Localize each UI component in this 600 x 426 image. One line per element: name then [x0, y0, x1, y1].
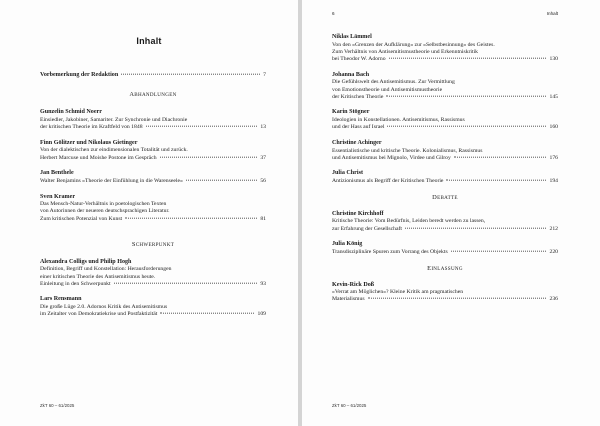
toc-column-right — [332, 34, 558, 312]
preface-title: Vorbemerkung der Redaktion — [40, 72, 119, 78]
toc-entry — [332, 109, 558, 131]
leader-dots — [114, 282, 258, 283]
entry-last-line: Einleitung in den Schwerpunkt 93 — [40, 280, 266, 287]
toc-entry — [332, 241, 558, 256]
leader-dots — [446, 180, 546, 181]
section-heading-debatte: DEBATTE — [432, 193, 458, 201]
entry-last-line: der Kritischen Theorie 145 — [332, 93, 558, 100]
entry-page: 194 — [549, 178, 558, 184]
toc-column-left — [40, 72, 266, 327]
toc-entry — [332, 170, 558, 185]
entry-last-line: Antizionismus als Begriff der Kritischen Theorie 194 — [332, 178, 558, 184]
entry-author: Finn Gölitzer und Nikolaus Gietinger — [40, 139, 138, 146]
page-title: Inhalt — [136, 36, 162, 46]
toc-preface — [40, 72, 266, 79]
entry-last-line: Transdisziplinäre Spuren zum Vorrang des Objekts 220 — [332, 248, 558, 255]
section-heading-schwerpunkt: SCHWERPUNKT — [131, 240, 175, 248]
leader-dots — [125, 217, 257, 218]
leader-dots — [389, 58, 547, 59]
section-heading-einlassung: EINLASSUNG — [427, 264, 463, 272]
entry-title-line: Die große Lüge 2.0. Adornos Kritik des Antisemitismus — [40, 304, 168, 310]
entry-page: 145 — [549, 93, 558, 100]
leader-dots — [451, 250, 547, 251]
entry-title-line: »Verrat am Möglichen«? Kleine Kritik am pragmatischen — [332, 289, 464, 296]
preface-page: 7 — [263, 72, 266, 78]
entry-author: Niklas Lämmel — [332, 34, 372, 40]
entry-author: Gunzelin Schmid Noerr — [40, 109, 102, 116]
entry-page: 56 — [260, 177, 266, 184]
leader-dots — [121, 74, 260, 75]
toc-entry — [40, 259, 266, 288]
toc-entry — [332, 140, 558, 162]
toc-entry — [332, 282, 558, 304]
entry-last-line: Materialismus 236 — [332, 296, 558, 303]
leader-dots — [146, 126, 258, 127]
entry-author: Julia König — [332, 241, 363, 248]
entry-last-line: und der Hass auf Israel 160 — [332, 124, 558, 131]
toc-entry — [332, 211, 558, 233]
entry-title-line: Das Mensch-Natur-Verhältnis in poetologischen Texten — [40, 201, 167, 208]
leader-dots — [387, 126, 546, 127]
entry-title-line: Von den »Grenzen der Aufklärung« zur »Selbstbesinnung« des Geistes. — [332, 41, 495, 48]
entry-page: 37 — [260, 154, 266, 161]
right-page — [302, 0, 600, 426]
entry-title-line: von Autorinnen der neueren deutschsprachigen Literatur. — [40, 208, 170, 215]
leader-dots — [405, 227, 547, 228]
entry-last-line: der kritischen Theorie im Kraftfeld von 1848 13 — [40, 124, 266, 130]
entry-title-line: Die Gefühlswelt des Antisemitismus. Zur Vermittlung — [332, 79, 455, 86]
page-footer: ZkT 60 – 61/2025 — [40, 403, 75, 408]
entry-last-line: Walter Benjamins »Theorie der Einfühlung in die Warenseele« 56 — [40, 177, 266, 184]
entry-title-line: Kritische Theorie: Vom Bedürfnis, Leiden beredt werden zu lassen, — [332, 218, 486, 225]
toc-entry — [40, 194, 266, 223]
entry-author: Johanna Bach — [332, 71, 370, 78]
page-number: 6 — [332, 11, 335, 16]
entry-page: 160 — [549, 124, 558, 131]
leader-dots — [186, 179, 257, 180]
entry-author: Karin Stögner — [332, 109, 370, 116]
entry-page: 176 — [549, 154, 558, 161]
left-page — [0, 0, 298, 426]
entry-title-line: Einsiedler, Jakobiner, Samariter. Zur Synchronie und Diachronie — [40, 116, 188, 123]
entry-page: 130 — [549, 56, 558, 62]
entry-page: 93 — [260, 280, 266, 287]
entry-author: Kevin-Rick Doß — [332, 281, 375, 288]
entry-page: 13 — [260, 124, 266, 130]
entry-title-line: Von der dialektischen zur eindimensionalen Totalität und zurück. — [40, 147, 188, 154]
entry-title-line: Ideologien in Konstellationen. Antisemitismus, Rassismus — [332, 117, 465, 123]
entry-last-line: zur Erfahrung der Gesellschaft 212 — [332, 225, 558, 232]
toc-entry — [40, 109, 266, 131]
entry-title-line: von Emotionstheorie und Antisemitismustheorie — [332, 86, 443, 93]
entry-title-line: Zum Verhältnis von Antisemitismustheorie und Erkenntniskritik — [332, 48, 479, 55]
leader-dots — [454, 156, 547, 157]
leader-dots — [386, 95, 546, 96]
entry-author: Julia Christ — [332, 170, 363, 177]
entry-page: 81 — [260, 215, 266, 222]
entry-page: 220 — [549, 248, 558, 255]
entry-title-line: einer kritischen Theorie des Antisemitismus heute. — [40, 273, 156, 280]
entry-author: Lars Rensmann — [40, 296, 82, 303]
entry-last-line: und Antisemitismus bei Mignolo, Virdee und Gilroy 176 — [332, 154, 558, 161]
running-head-title: Inhalt — [546, 11, 558, 16]
leader-dots — [368, 298, 547, 299]
toc-entry — [332, 72, 558, 101]
toc-entry — [40, 296, 266, 318]
entry-author: Alexandra Colligs und Philip Hogh — [40, 258, 132, 265]
toc-entry — [40, 140, 266, 162]
entry-title-line: Definition, Begriff und Konstellation: Herausforderungen — [40, 266, 172, 273]
entry-last-line: Zum kritischen Potenzial von Kunst 81 — [40, 215, 266, 222]
entry-last-line: bei Theodor W. Adorno 130 — [332, 56, 558, 62]
toc-entry — [40, 170, 266, 185]
entry-page: 109 — [257, 311, 266, 318]
leader-dots — [160, 156, 258, 157]
entry-last-line: im Zeitalter von Demokratiekrise und Postfaktizität 109 — [40, 311, 266, 318]
section-heading-abhandlungen: ABHANDLUNGEN — [129, 91, 177, 99]
toc-entry — [332, 34, 558, 63]
entry-last-line: Herbert Marcuse und Moishe Postone im Gespräch 37 — [40, 154, 266, 161]
page-footer: ZkT 60 – 61/2025 — [332, 403, 367, 408]
entry-author: Sven Kramer — [40, 193, 76, 200]
entry-author: Christine Achinger — [332, 139, 382, 146]
entry-author: Jan Benthele — [40, 170, 74, 177]
entry-title-line: Essentialistische und kritische Theorie. Kolonialismus, Rassismus — [332, 147, 483, 154]
entry-page: 212 — [549, 225, 558, 232]
entry-page: 236 — [549, 296, 558, 303]
entry-author: Christine Kirchhoff — [332, 210, 384, 217]
leader-dots — [160, 313, 254, 314]
